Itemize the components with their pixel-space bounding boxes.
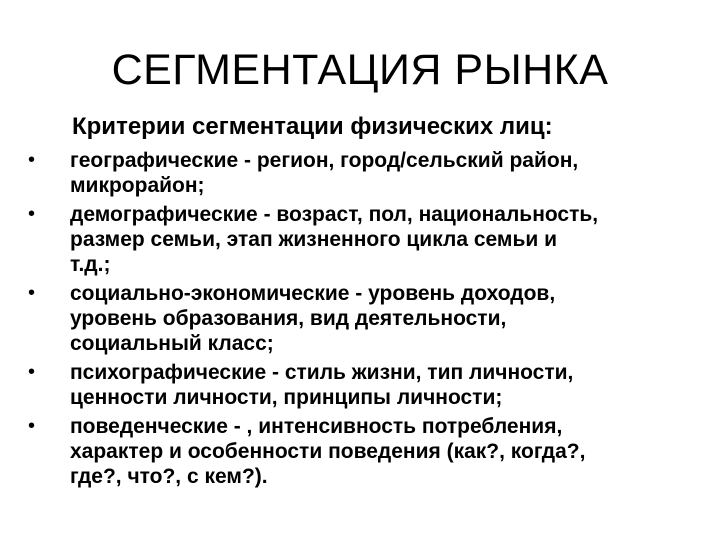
bullet-text: географические - регион, город/сельский район, микрорайон;: [70, 149, 579, 197]
bullet-marker: •: [28, 149, 36, 171]
bullet-marker: •: [28, 203, 36, 225]
slide-title: СЕГМЕНТАЦИЯ РЫНКА: [111, 46, 609, 94]
bullet-item-demographic: [28, 202, 700, 277]
slide-subtitle: Критерии сегментации физических лиц:: [72, 113, 553, 140]
bullet-text: поведенческие - , интенсивность потребления, характер и особенности поведения (как?, когда?, где?, что?, с кем?).: [70, 415, 586, 488]
bullet-marker: •: [28, 282, 36, 304]
bullet-text: социально-экономические - уровень доходов, уровень образования, вид деятельности, социальный класс;: [70, 282, 556, 355]
bullet-text: демографические - возраст, пол, национальность, размер семьи, этап жизненного цикла семьи и т.д.;: [70, 203, 599, 276]
bullet-marker: •: [28, 361, 36, 383]
bullet-item-psychographic: [28, 360, 700, 410]
bullet-item-socioeconomic: [28, 281, 700, 356]
bullet-text: психографические - стиль жизни, тип личности, ценности личности, принципы личности;: [70, 361, 574, 409]
bullet-list: [28, 148, 700, 493]
bullet-item-geographic: [28, 148, 700, 198]
bullet-item-behavioral: [28, 414, 700, 489]
bullet-marker: •: [28, 415, 36, 437]
